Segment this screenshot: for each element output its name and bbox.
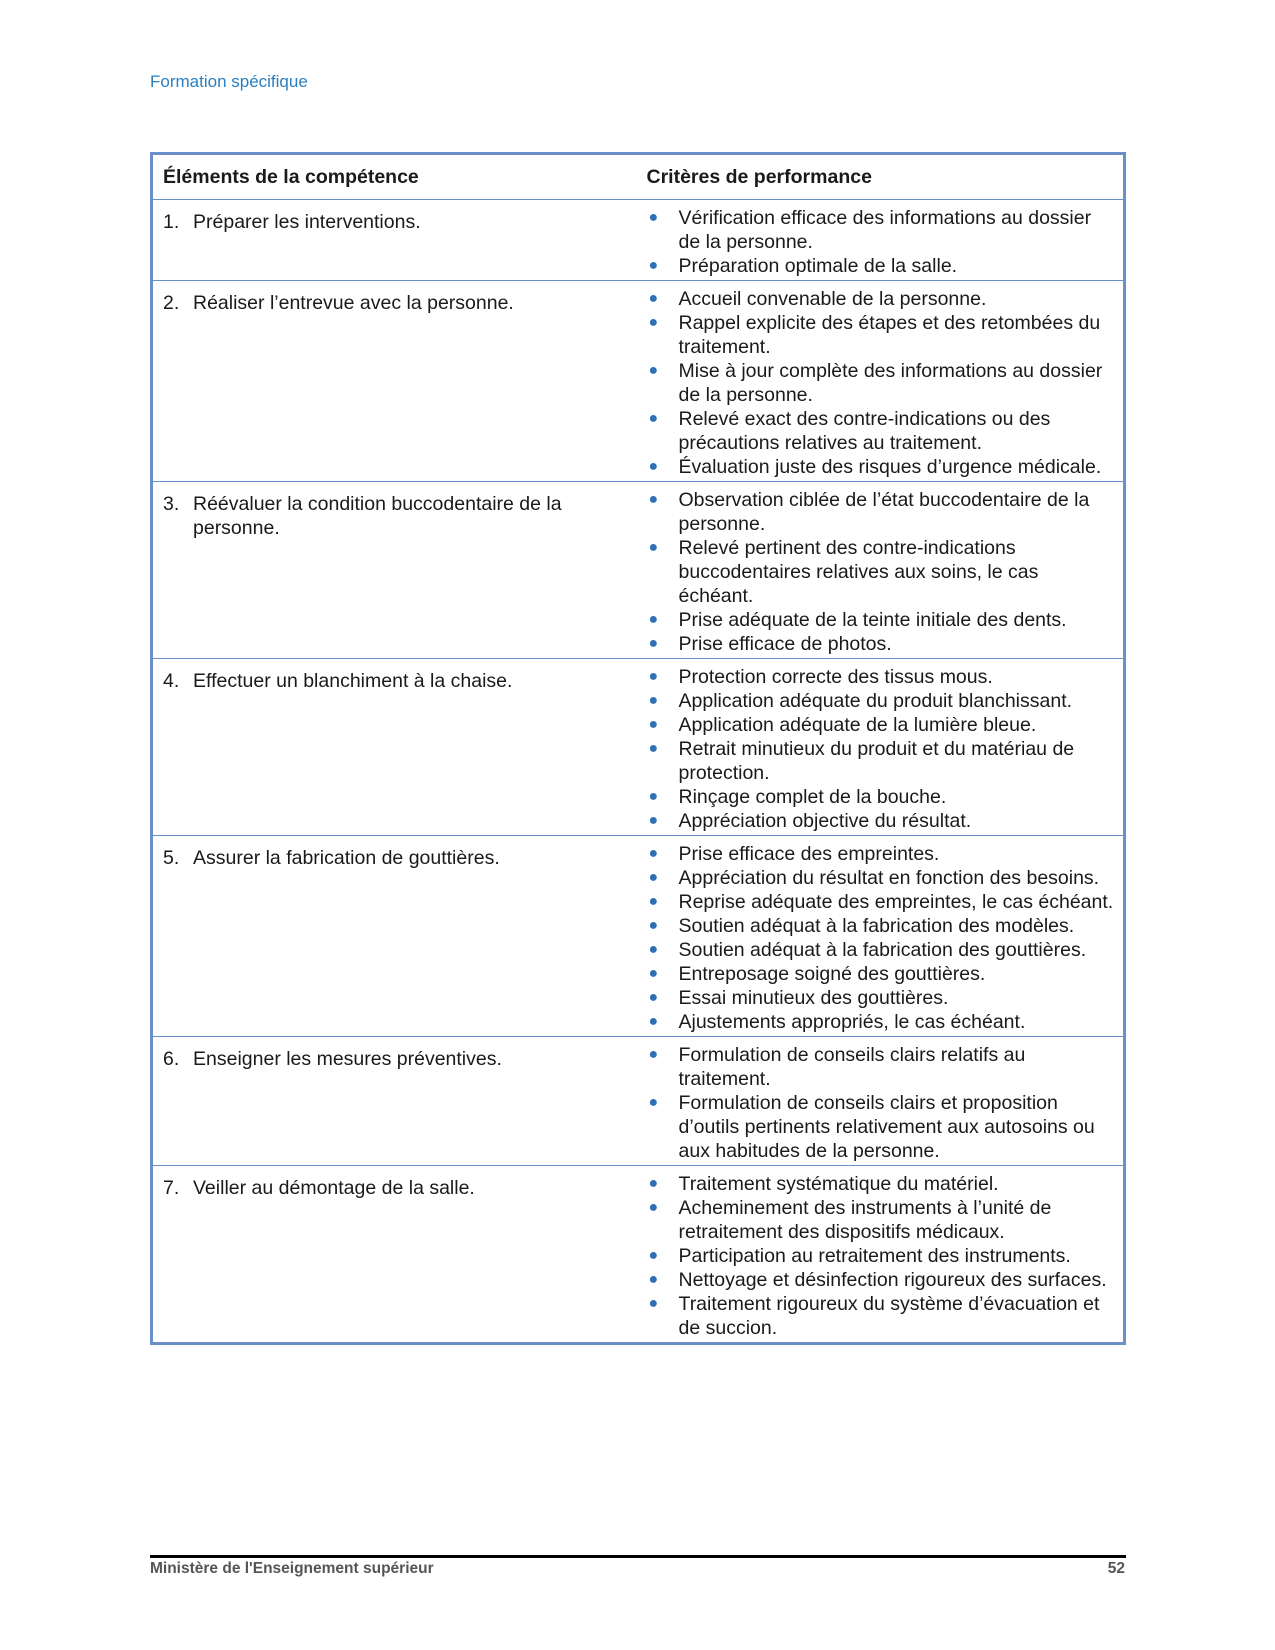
bullet-icon: ● xyxy=(648,611,659,628)
criterion-text: Reprise adéquate des empreintes, le cas échéant. xyxy=(678,891,1114,913)
list-item xyxy=(647,455,1116,479)
criterion-text: Formulation de conseils clairs et proposition d’outils pertinents relativement aux autosoins ou aux habitudes de la personne. xyxy=(678,1092,1095,1162)
list-item xyxy=(647,1268,1116,1292)
criterion-text: Rappel explicite des étapes et des retombées du traitement. xyxy=(678,312,1101,358)
bullet-icon: ● xyxy=(648,1013,659,1030)
criteria-cell xyxy=(637,1037,1125,1166)
column-header-criteria: Critères de performance xyxy=(637,154,1125,200)
element-text: Réévaluer la condition buccodentaire de la personne. xyxy=(193,493,562,539)
bullet-icon: ● xyxy=(648,491,659,508)
criteria-list xyxy=(647,665,1116,833)
bullet-icon: ● xyxy=(648,1271,659,1288)
list-item xyxy=(647,737,1116,785)
criterion-text: Essai minutieux des gouttières. xyxy=(678,987,949,1009)
list-item xyxy=(647,407,1116,455)
list-item xyxy=(647,785,1116,809)
criterion-text: Prise adéquate de la teinte initiale des dents. xyxy=(678,609,1067,631)
list-item xyxy=(647,1091,1116,1163)
element-cell xyxy=(152,1037,637,1166)
bullet-icon: ● xyxy=(648,290,659,307)
list-item xyxy=(647,206,1116,254)
criterion-text: Observation ciblée de l’état buccodentaire de la personne. xyxy=(678,489,1090,535)
bullet-icon: ● xyxy=(648,539,659,556)
footer-page-number: 52 xyxy=(1107,1560,1125,1577)
list-item xyxy=(647,809,1116,833)
criteria-list xyxy=(647,488,1116,656)
element-text: Enseigner les mesures préventives. xyxy=(193,1048,502,1070)
list-item xyxy=(647,914,1116,938)
list-item xyxy=(647,1196,1116,1244)
table-row xyxy=(152,1037,1125,1166)
list-item xyxy=(647,608,1116,632)
criterion-text: Appréciation du résultat en fonction des besoins. xyxy=(678,867,1100,889)
bullet-icon: ● xyxy=(648,1199,659,1216)
bullet-icon: ● xyxy=(648,635,659,652)
table-row xyxy=(152,836,1125,1037)
criterion-text: Prise efficace des empreintes. xyxy=(678,843,940,865)
criterion-text: Mise à jour complète des informations au dossier de la personne. xyxy=(678,360,1103,406)
element-text: Effectuer un blanchiment à la chaise. xyxy=(193,670,513,692)
element-item xyxy=(163,291,629,315)
bullet-icon: ● xyxy=(648,314,659,331)
table-row xyxy=(152,200,1125,281)
table-header-row xyxy=(152,154,1125,200)
list-item xyxy=(647,890,1116,914)
bullet-icon: ● xyxy=(648,1094,659,1111)
footer-divider xyxy=(150,1555,1126,1558)
list-item xyxy=(647,713,1116,737)
bullet-icon: ● xyxy=(648,1247,659,1264)
bullet-icon: ● xyxy=(648,989,659,1006)
element-text: Préparer les interventions. xyxy=(193,211,421,233)
bullet-icon: ● xyxy=(648,845,659,862)
list-item xyxy=(647,488,1116,536)
table-row xyxy=(152,659,1125,836)
criteria-list xyxy=(647,1043,1116,1163)
criteria-cell xyxy=(637,200,1125,281)
element-cell xyxy=(152,659,637,836)
list-item xyxy=(647,287,1116,311)
bullet-icon: ● xyxy=(648,788,659,805)
element-item xyxy=(163,669,629,693)
criterion-text: Application adéquate du produit blanchissant. xyxy=(678,690,1073,712)
element-text: Réaliser l’entrevue avec la personne. xyxy=(193,292,514,314)
list-item xyxy=(647,842,1116,866)
list-item xyxy=(647,1043,1116,1091)
bullet-icon: ● xyxy=(648,869,659,886)
criterion-text: Protection correcte des tissus mous. xyxy=(678,666,993,688)
element-number: 2. xyxy=(163,292,180,314)
bullet-icon: ● xyxy=(648,1175,659,1192)
list-item xyxy=(647,962,1116,986)
criterion-text: Traitement rigoureux du système d’évacuation et de succion. xyxy=(678,1293,1100,1339)
bullet-icon: ● xyxy=(648,893,659,910)
element-number: 6. xyxy=(163,1048,180,1070)
list-item xyxy=(647,1172,1116,1196)
bullet-icon: ● xyxy=(648,1046,659,1063)
bullet-icon: ● xyxy=(648,209,659,226)
criterion-text: Rinçage complet de la bouche. xyxy=(678,786,947,808)
criterion-text: Formulation de conseils clairs relatifs au traitement. xyxy=(678,1044,1026,1090)
criteria-list xyxy=(647,206,1116,278)
competence-table xyxy=(150,152,1126,1345)
list-item xyxy=(647,311,1116,359)
criterion-text: Appréciation objective du résultat. xyxy=(678,810,972,832)
criteria-cell xyxy=(637,482,1125,659)
bullet-icon: ● xyxy=(648,257,659,274)
criteria-cell xyxy=(637,659,1125,836)
element-number: 4. xyxy=(163,670,180,692)
list-item xyxy=(647,665,1116,689)
table-row xyxy=(152,281,1125,482)
element-item xyxy=(163,492,629,540)
list-item xyxy=(647,1010,1116,1034)
bullet-icon: ● xyxy=(648,692,659,709)
list-item xyxy=(647,938,1116,962)
element-cell xyxy=(152,836,637,1037)
element-item xyxy=(163,1047,629,1071)
list-item xyxy=(647,536,1116,608)
criterion-text: Retrait minutieux du produit et du matériau de protection. xyxy=(678,738,1075,784)
bullet-icon: ● xyxy=(648,965,659,982)
criterion-text: Relevé pertinent des contre-indications buccodentaires relatives aux soins, le cas échéant. xyxy=(678,537,1039,607)
criterion-text: Soutien adéquat à la fabrication des modèles. xyxy=(678,915,1075,937)
list-item xyxy=(647,632,1116,656)
criterion-text: Nettoyage et désinfection rigoureux des surfaces. xyxy=(678,1269,1107,1291)
criterion-text: Application adéquate de la lumière bleue. xyxy=(678,714,1037,736)
criterion-text: Entreposage soigné des gouttières. xyxy=(678,963,986,985)
bullet-icon: ● xyxy=(648,1295,659,1312)
criteria-list xyxy=(647,842,1116,1034)
element-item xyxy=(163,210,629,234)
criteria-list xyxy=(647,287,1116,479)
criteria-cell xyxy=(637,1166,1125,1344)
bullet-icon: ● xyxy=(648,740,659,757)
element-item xyxy=(163,1176,629,1200)
element-cell xyxy=(152,1166,637,1344)
element-number: 7. xyxy=(163,1177,180,1199)
element-cell xyxy=(152,281,637,482)
criterion-text: Soutien adéquat à la fabrication des gouttières. xyxy=(678,939,1087,961)
bullet-icon: ● xyxy=(648,410,659,427)
list-item xyxy=(647,689,1116,713)
bullet-icon: ● xyxy=(648,362,659,379)
list-item xyxy=(647,359,1116,407)
element-number: 5. xyxy=(163,847,180,869)
criterion-text: Acheminement des instruments à l’unité de retraitement des dispositifs médicaux. xyxy=(678,1197,1052,1243)
criterion-text: Évaluation juste des risques d’urgence médicale. xyxy=(678,456,1102,478)
list-item xyxy=(647,866,1116,890)
element-text: Veiller au démontage de la salle. xyxy=(193,1177,475,1199)
criterion-text: Relevé exact des contre-indications ou des précautions relatives au traitement. xyxy=(678,408,1051,454)
bullet-icon: ● xyxy=(648,812,659,829)
criterion-text: Prise efficace de photos. xyxy=(678,633,892,655)
element-text: Assurer la fabrication de gouttières. xyxy=(193,847,500,869)
criteria-list xyxy=(647,1172,1116,1340)
bullet-icon: ● xyxy=(648,668,659,685)
element-cell xyxy=(152,482,637,659)
criterion-text: Participation au retraitement des instruments. xyxy=(678,1245,1071,1267)
criteria-cell xyxy=(637,836,1125,1037)
list-item xyxy=(647,254,1116,278)
table-body xyxy=(152,200,1125,1344)
footer-ministry: Ministère de l'Enseignement supérieur xyxy=(150,1560,434,1577)
criterion-text: Ajustements appropriés, le cas échéant. xyxy=(678,1011,1026,1033)
table-row xyxy=(152,1166,1125,1344)
criterion-text: Vérification efficace des informations au dossier de la personne. xyxy=(678,207,1092,253)
bullet-icon: ● xyxy=(648,458,659,475)
bullet-icon: ● xyxy=(648,941,659,958)
criterion-text: Préparation optimale de la salle. xyxy=(678,255,958,277)
table-row xyxy=(152,482,1125,659)
criterion-text: Traitement systématique du matériel. xyxy=(678,1173,999,1195)
element-item xyxy=(163,846,629,870)
element-cell xyxy=(152,200,637,281)
column-header-elements: Éléments de la compétence xyxy=(152,154,637,200)
bullet-icon: ● xyxy=(648,917,659,934)
criterion-text: Accueil convenable de la personne. xyxy=(678,288,987,310)
criteria-cell xyxy=(637,281,1125,482)
list-item xyxy=(647,1244,1116,1268)
bullet-icon: ● xyxy=(648,716,659,733)
element-number: 3. xyxy=(163,493,180,515)
element-number: 1. xyxy=(163,211,180,233)
running-header-title: Formation spécifique xyxy=(150,72,308,91)
list-item xyxy=(647,986,1116,1010)
list-item xyxy=(647,1292,1116,1340)
